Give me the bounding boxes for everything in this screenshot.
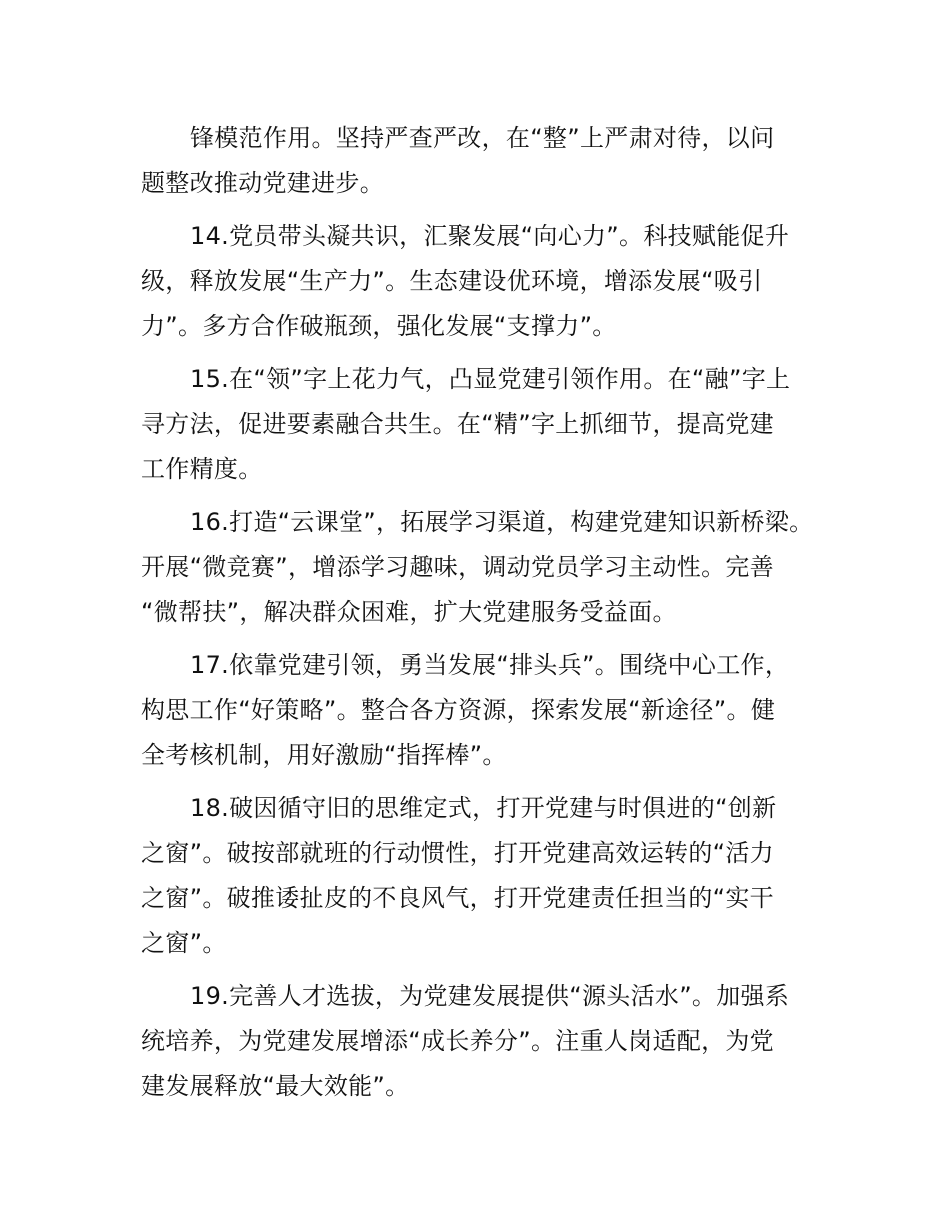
- text-line: 18.破因循守旧的思维定式，打开党建与时俱进的“创新: [190, 794, 777, 822]
- paragraph-13-continuation: [141, 116, 813, 206]
- text-line: 题整改推动党建进步。: [141, 169, 384, 197]
- paragraph-15: [141, 357, 813, 492]
- text-line: 之窗”。破推诿扯皮的不良风气，打开党建责任担当的“实干: [141, 884, 774, 912]
- text-line: 全考核机制，用好激励“指挥棒”。: [141, 741, 507, 769]
- text-line: 工作精度。: [141, 455, 263, 483]
- text-line: 之窗”。破按部就班的行动惯性，打开党建高效运转的“活力: [141, 839, 774, 867]
- text-line: 之窗”。: [141, 929, 227, 957]
- text-line: 锋模范作用。坚持严查严改，在“整”上严肃对待，以问: [190, 124, 775, 152]
- paragraph-18: [141, 786, 813, 966]
- document-body: [141, 116, 813, 1117]
- text-line: 14.党员带头凝共识，汇聚发展“向心力”。科技赋能促升: [190, 222, 790, 250]
- text-line: 建发展释放“最大效能”。: [141, 1072, 410, 1100]
- text-line: 寻方法，促进要素融合共生。在“精”字上抓细节，提高党建: [141, 410, 774, 438]
- text-line: 17.依靠党建引领，勇当发展“排头兵”。围绕中心工作，: [190, 651, 790, 679]
- text-line: 开展“微竞赛”，增添学习趣味，调动党员学习主动性。完善: [141, 553, 774, 581]
- text-line: 力”。多方合作破瓶颈，强化发展“支撑力”。: [141, 312, 617, 340]
- text-line: “微帮扶”，解决群众困难，扩大党建服务受益面。: [141, 598, 677, 626]
- text-line: 构思工作“好策略”。整合各方资源，探索发展“新途径”。健: [141, 696, 776, 724]
- text-line: 15.在“领”字上花力气，凸显党建引领作用。在“融”字上: [190, 365, 791, 393]
- text-line: 19.完善人才选拔，为党建发展提供“源头活水”。加强系: [190, 982, 790, 1010]
- paragraph-16: [141, 500, 813, 635]
- text-line: 级，释放发展“生产力”。生态建设优环境，增添发展“吸引: [141, 267, 763, 295]
- paragraph-14: [141, 214, 813, 349]
- text-line: 统培养，为党建发展增添“成长养分”。注重人岗适配，为党: [141, 1027, 774, 1055]
- paragraph-17: [141, 643, 813, 778]
- paragraph-19: [141, 974, 813, 1109]
- text-line: 16.打造“云课堂”，拓展学习渠道，构建党建知识新桥梁。: [190, 508, 814, 536]
